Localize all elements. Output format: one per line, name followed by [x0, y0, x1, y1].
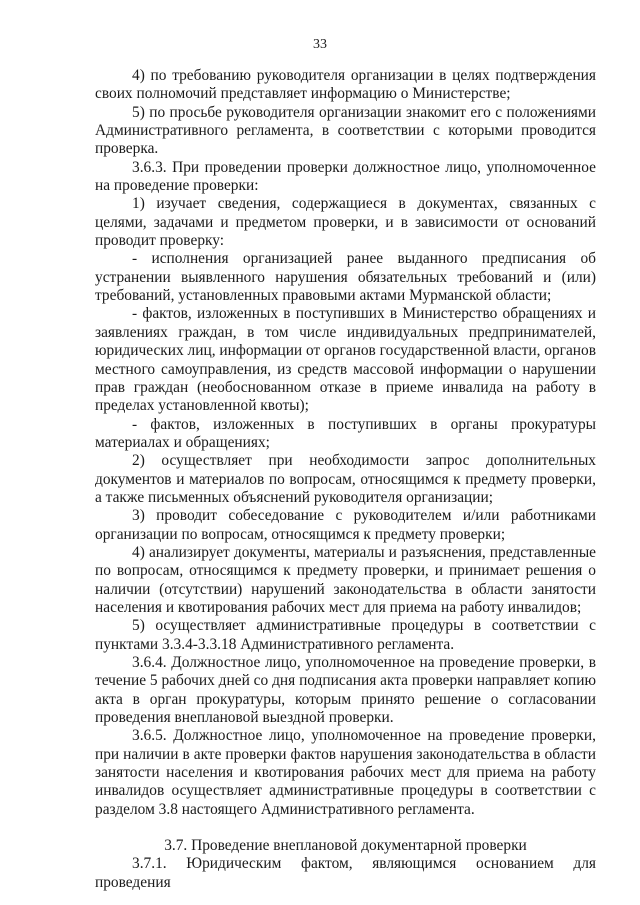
- paragraph: - фактов, изложенных в поступивших в Министерство обращениях и заявлениях граждан, в том числе индивидуальных предпринимателей, юридических лиц, информации от органов государственной власти, органов местного самоуправления, из средств массовой информации о нарушении прав граждан (необоснованном отказе в приеме инвалида на работу в пределах установленной квоты);: [95, 305, 596, 415]
- paragraph: - фактов, изложенных в поступивших в органы прокуратуры материалах и обращениях;: [95, 415, 596, 451]
- section-heading: 3.7. Проведение внеплановой документарной проверки: [164, 837, 527, 855]
- paragraph: 3.6.5. Должностное лицо, уполномоченное на проведение проверки, при наличии в акте проверки фактов нарушения законодательства в области занятости населения и квотирования рабочих мест для приема на работу инвалидов осуществляет административные процедуры в соответствии с разделом 3.8 настоящего Административного регламента.: [95, 727, 596, 818]
- paragraph: 4) анализирует документы, материалы и разъяснения, представленные по вопросам, относящимся к предмету проверки, и принимает решения о наличии (отсутствии) нарушений законодательства в области занятости населения и квотирования рабочих мест для приема на работу инвалидов;: [95, 543, 596, 616]
- paragraph: 3) проводит собеседование с руководителем и/или работниками организации по вопросам, относящимся к предмету проверки;: [95, 507, 596, 543]
- document-body: [95, 67, 596, 892]
- paragraph: 1) изучает сведения, содержащиеся в документах, связанных с целями, задачами и предметом проверки, и в зависимости от оснований проводит проверку:: [95, 195, 596, 250]
- paragraph: 4) по требованию руководителя организации в целях подтверждения своих полномочий представляет информацию о Министерстве;: [95, 67, 596, 103]
- paragraph: 2) осуществляет при необходимости запрос дополнительных документов и материалов по вопросам, относящимся к предмету проверки, а также письменных объяснений руководителя организации;: [95, 452, 596, 506]
- paragraph: 3.6.4. Должностное лицо, уполномоченное на проведение проверки, в течение 5 рабочих дней со дня подписания акта проверки направляет копию акта в орган прокуратуры, которым принято решение о согласовании проведения внеплановой выездной проверки.: [95, 654, 596, 727]
- paragraph: 5) осуществляет административные процедуры в соответствии с пунктами 3.3.4-3.3.18 Административного регламента.: [95, 617, 596, 653]
- paragraph: - исполнения организацией ранее выданного предписания об устранении выявленного нарушения обязательных требований и (или) требований, установленных правовыми актами Мурманской области;: [95, 250, 596, 305]
- paragraph: 3.7.1. Юридическим фактом, являющимся основанием для проведения: [95, 855, 596, 891]
- paragraph: 5) по просьбе руководителя организации знакомит его с положениями Административного регламента, в соответствии с которыми проводится проверка.: [95, 103, 596, 158]
- paragraph: 3.6.3. При проведении проверки должностное лицо, уполномоченное на проведение проверки:: [95, 158, 596, 195]
- page-number: 33: [313, 37, 327, 52]
